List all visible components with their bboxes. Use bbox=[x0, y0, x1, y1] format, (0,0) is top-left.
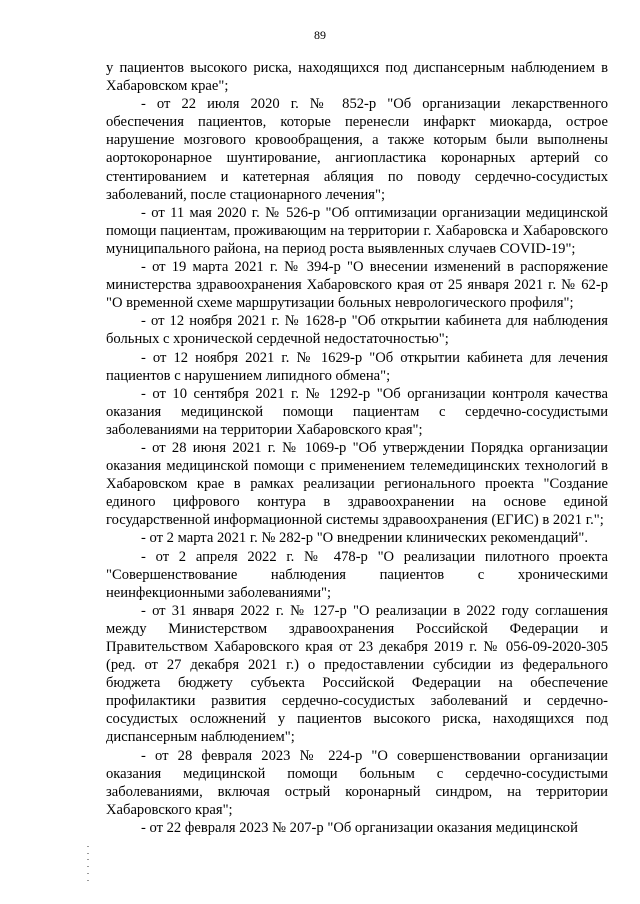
scan-margin-marks bbox=[86, 846, 90, 882]
page-number: 89 bbox=[314, 28, 326, 42]
list-item: - от 28 июня 2021 г. № 1069-р "Об утверждении Порядка организации оказания медицинской помощи с применением телемедицинских технологий в Хабаровском крае в рамках реализации регионального проекта "Создание единого цифрового контура в здравоохранении на основе единой государственной информационной системы здравоохранения (ЕГИС) в 2021 г."; bbox=[106, 439, 608, 529]
list-item: - от 22 июля 2020 г. № 852-р "Об организации лекарственного обеспечения пациентов, которые перенесли инфаркт миокарда, острое нарушение мозгового кровообращения, а также которым были выполнены аортокоронарное шунтирование, ангиопластика коронарных артерий со стентированием и катетерная абляция по поводу сердечно-сосудистых заболеваний, после стационарного лечения"; bbox=[106, 96, 608, 203]
list-item: - от 12 ноября 2021 г. № 1628-р "Об открытии кабинета для наблюдения больных с хронической сердечной недостаточностью"; bbox=[106, 313, 608, 348]
list-item: - от 2 апреля 2022 г. № 478-р "О реализации пилотного проекта "Совершенствование наблюдения пациентов с хроническими неинфекционными заболеваниями"; bbox=[106, 548, 608, 601]
paragraph-continuation: у пациентов высокого риска, находящихся под диспансерным наблюдением в Хабаровском крае"; bbox=[106, 60, 608, 95]
list-item: - от 10 сентября 2021 г. № 1292-р "Об организации контроля качества оказания медицинской помощи пациентам с сердечно-сосудистыми заболеваниями на территории Хабаровского края"; bbox=[106, 385, 608, 438]
list-item: - от 11 мая 2020 г. № 526-р "Об оптимизации организации медицинской помощи пациентам, проживающим на территории г. Хабаровска и Хабаровского муниципального района, на период роста выявленных случаев COVID-19"; bbox=[106, 204, 608, 257]
list-item: - от 28 февраля 2023 № 224-р "О совершенствовании организации оказания медицинской помощи больным с сердечно-сосудистыми заболеваниями, включая острый коронарный синдром, на территории Хабаровского края"; bbox=[106, 747, 608, 818]
list-item: - от 31 января 2022 г. № 127-р "О реализации в 2022 году соглашения между Министерством здравоохранения Российской Федерации и Правительством Хабаровского края от 23 декабря 2019 г. № 056-09-2020-305 (ред. от 27 декабря 2021 г.) о предоставлении субсидии из федерального бюджета бюджету субъекта Российской Федерации на обеспечение профилактики развития сердечно-сосудистых заболеваний и сердечно-сосудистых осложнений у пациентов высокого риска, находящихся под диспансерным наблюдением"; bbox=[106, 602, 608, 746]
list-item: - от 12 ноября 2021 г. № 1629-р "Об открытии кабинета для лечения пациентов с нарушением липидного обмена"; bbox=[106, 349, 608, 384]
list-item: - от 19 марта 2021 г. № 394-р "О внесении изменений в распоряжение министерства здравоохранения Хабаровского края от 25 января 2021 г. № 62-р "О временной схеме маршрутизации больных неврологического профиля"; bbox=[106, 259, 608, 312]
document-body bbox=[106, 59, 608, 837]
list-item: - от 22 февраля 2023 № 207-р "Об организации оказания медицинской bbox=[141, 819, 578, 836]
list-item: - от 2 марта 2021 г. № 282-р "О внедрении клинических рекомендаций". bbox=[141, 530, 589, 547]
